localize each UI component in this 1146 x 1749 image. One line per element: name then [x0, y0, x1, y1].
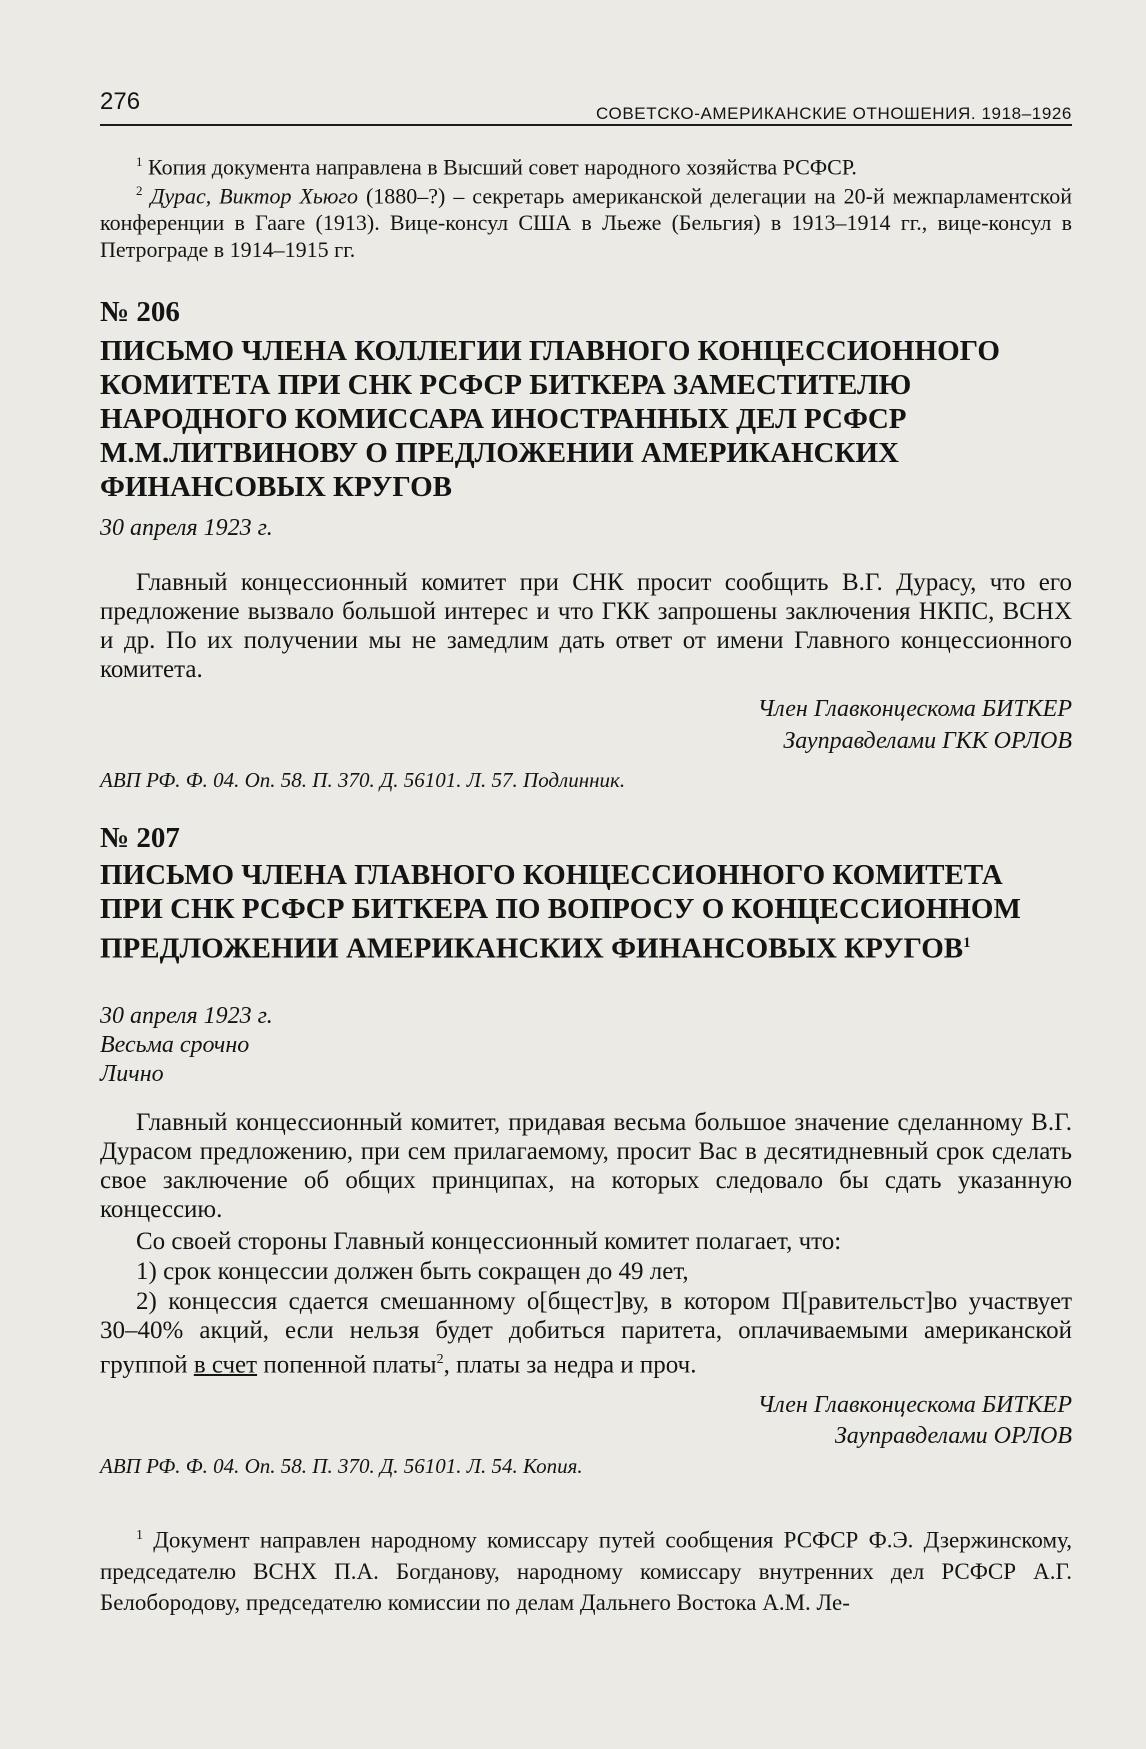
doc-207-signature-manager: Зауправделами ОРЛОВ	[834, 1423, 1072, 1449]
doc-207-body-1: Главный концессионный комитет, придавая весьма большое значение сделанному В.Г. Дурасом предложению, при сем прилагаемому, просит Вас в десятидневный срок сделать свое заключение об общих принципах, на которых следовало бы сдать указанную концессию.	[100, 1109, 1072, 1223]
doc-207-item-1: 1) срок концессии должен быть сокращен до 49 лет,	[136, 1258, 689, 1285]
doc-206-archive-source: АВП РФ. Ф. 04. Оп. 58. П. 370. Д. 56101. Л. 57. Подлинник.	[100, 768, 626, 792]
doc-206-body: Главный концессионный комитет при СНК просит сообщить В.Г. Дурасу, что его предложение вызвало большой интерес и что ГКК запрошены заключения НКПС, ВСНХ и др. По их получении мы не замедлим дать ответ от имени Главного концессионного комитета.	[100, 569, 1072, 683]
running-header	[100, 88, 1072, 126]
bottom-footnote	[100, 1520, 1072, 1618]
item-2-underlined: в счет	[193, 1351, 258, 1379]
item-2-text-end: , платы за недра и проч.	[443, 1351, 697, 1379]
doc-207-title-footnote-mark: 1	[963, 935, 971, 951]
doc-207-body-2: Со своей стороны Главный концессионный комитет полагает, что:	[136, 1228, 842, 1255]
footnote-mark: 1	[136, 1528, 143, 1543]
doc-207-signature-member: Член Главконцескома БИТКЕР	[757, 1392, 1072, 1418]
item-2-footnote-mark: 2	[436, 1352, 444, 1367]
item-2-text-middle: попенной платы	[257, 1351, 437, 1379]
doc-207-title	[100, 858, 1072, 966]
doc-206-title: ПИСЬМО ЧЛЕНА КОЛЛЕГИИ ГЛАВНОГО КОНЦЕССИОННОГО КОМИТЕТА ПРИ СНК РСФСР БИТКЕРА ЗАМЕСТИТЕЛЮ НАРОДНОГО КОМИССАРА ИНОСТРАННЫХ ДЕЛ РСФСР М.М.ЛИТВИНОВУ О ПРЕДЛОЖЕНИИ АМЕРИКАНСКИХ ФИНАНСОВЫХ КРУГОВ	[100, 335, 1000, 503]
doc-207-date: 30 апреля 1923 г.	[100, 1003, 273, 1029]
page-number: 276	[100, 88, 141, 115]
running-title: СОВЕТСКО-АМЕРИКАНСКИЕ ОТНОШЕНИЯ. 1918–1926	[596, 104, 1072, 123]
doc-206-date: 30 апреля 1923 г.	[100, 515, 273, 541]
footnote-text: (1880–?) – секретарь американской делегации на 20-й межпарламентской конференции в Гааге (1913). Вице-консул США в Льеже (Бельгия) в 1913–1914 гг., вице-консул в Петрограде в 1914–1915 гг.	[100, 183, 1073, 263]
doc-207-archive-source: АВП РФ. Ф. 04. Оп. 58. П. 370. Д. 56101. Л. 54. Копия.	[100, 1454, 583, 1478]
doc-207-mark-urgent: Весьма срочно	[100, 1032, 250, 1058]
doc-206-number: № 206	[100, 296, 180, 328]
footnote-2	[100, 177, 1072, 263]
footnote-mark: 2	[136, 183, 143, 198]
footnote-mark: 1	[136, 154, 143, 169]
doc-207-item-2	[100, 1287, 1072, 1379]
doc-207-mark-personal: Лично	[100, 1061, 164, 1087]
footnote-1	[100, 148, 1072, 180]
doc-206-signature-manager: Зауправделами ГКК ОРЛОВ	[783, 728, 1072, 754]
item-2-text-start: 2) концессия сдается смешанному о[бщест]ву, в котором П[равительст]во участвует 30–40% акций, если нельзя будет добиться паритета, оплачиваемыми американской группой	[100, 1288, 1072, 1379]
doc-207-number: № 207	[100, 822, 180, 854]
doc-206-signature-member: Член Главконцескома БИТКЕР	[757, 696, 1072, 722]
footnote-person-name: Дурас, Виктор Хьюго	[150, 183, 358, 209]
footnote-text: Документ направлен народному комиссару путей сообщения РСФСР Ф.Э. Дзержинскому, председателю ВСНХ П.А. Богданову, народному комиссару внутренних дел РСФСР А.Г. Белобородову, председателю комиссии по делам Дальнего Востока А.М. Ле-	[100, 1527, 1072, 1615]
doc-207-title-text: ПИСЬМО ЧЛЕНА ГЛАВНОГО КОНЦЕССИОННОГО КОМИТЕТА ПРИ СНК РСФСР БИТКЕРА ПО ВОПРОСУ О КОНЦЕССИОННОМ ПРЕДЛОЖЕНИИ АМЕРИКАНСКИХ ФИНАНСОВЫХ КРУГОВ	[100, 859, 1021, 965]
footnote-text: Копия документа направлена в Высший совет народного хозяйства РСФСР.	[148, 154, 857, 180]
